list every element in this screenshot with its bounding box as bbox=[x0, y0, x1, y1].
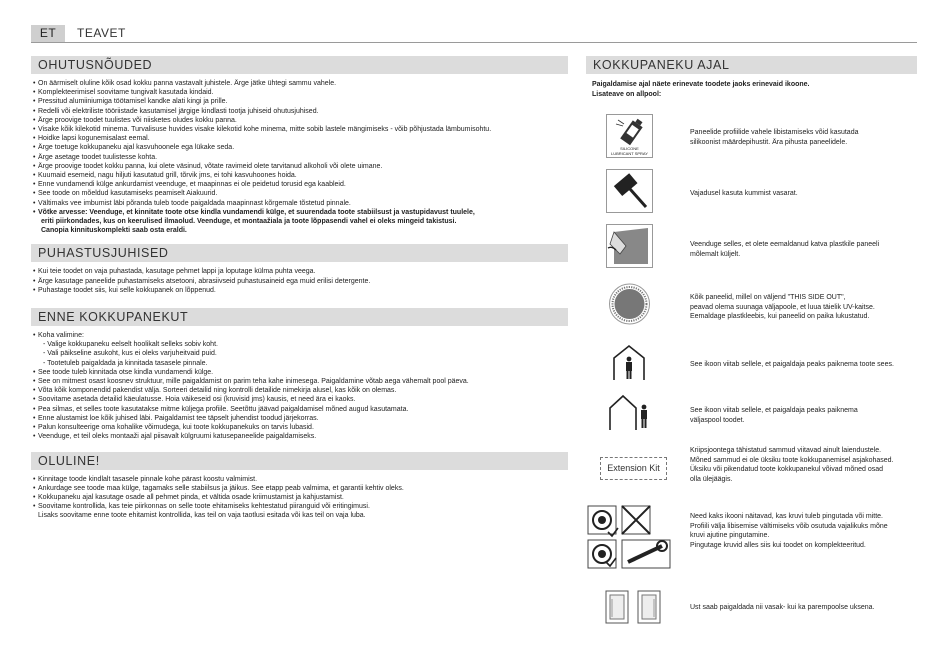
before-assembly-list bbox=[33, 331, 568, 441]
intro-line-2: Lisateave on allpool: bbox=[592, 90, 662, 98]
list-item: • See toode on mõeldud kasutamiseks peamiselt Aiakuurid. bbox=[33, 189, 568, 198]
list-item: • Koha valimine: bbox=[33, 331, 568, 340]
text-line: silikoonist määrdepihustit. Ära pihusta paneelidele. bbox=[690, 138, 848, 146]
left-column bbox=[31, 56, 568, 521]
mallet-text bbox=[690, 189, 798, 199]
text-line: kruvi ajutine pingutamine. bbox=[690, 532, 770, 539]
icon-row-kit bbox=[586, 446, 917, 494]
text-line: Need kaks ikooni näitavad, kas kruvi tuleb pingutada või mitte. bbox=[690, 513, 883, 520]
list-item: • Võta kõik komponendid pakendist välja. Sorteeri detailid ning kontrolli detailide nimekirja alusel, kas kõik on olemas. bbox=[33, 386, 568, 395]
text-line: Pingutage kruvid alles siis kui toodet on komplekteeritud. bbox=[690, 541, 866, 549]
text-line: Kriipsjoontega tähistatud sammud viitavad ainult laiendustele. bbox=[690, 447, 882, 454]
screws-text bbox=[690, 512, 888, 550]
list-item: • See on mitmest osast koosnev struktuur, mille paigaldamist on parim teha kahe inimesega. Paigaldamine võtab aega vähemalt pool päeva. bbox=[33, 377, 568, 386]
screw-check-icon bbox=[586, 504, 674, 570]
sub-item: - Tootetuleb paigaldada ja kinnitada tasasele pinnale. bbox=[43, 359, 208, 367]
text-line: olla ülejäägis. bbox=[690, 475, 733, 483]
silicone-label-2: LUBRICANT SPRAY bbox=[611, 151, 648, 156]
header-title: TEAVET bbox=[77, 26, 126, 40]
list-item: • Soovitame kontrollida, kas teie piirkonnas on selle toote ehitamiseks kehtestatud piiranguid või eritingimusi. bbox=[33, 502, 568, 511]
list-item: • See toode tuleb kinnitada otse kindla vundamendi külge. bbox=[33, 368, 568, 377]
sub-item: - Vali päikseline asukoht, kus ei oleks varjuheitvaid puid. bbox=[43, 350, 217, 358]
list-item: • Kui teie toodet on vaja puhastada, kasutage pehmet lappi ja loputage külma puhta veega. bbox=[33, 267, 568, 276]
text-line: Ust saab paigaldada nii vasak- kui ka parempoolse uksena. bbox=[690, 604, 875, 611]
cleaning-heading: PUHASTUSJUHISED bbox=[31, 244, 568, 262]
intro-line-1: Paigaldamise ajal näete erinevate toodete jaoks erinevaid ikoone. bbox=[592, 81, 810, 88]
list-item: • Kokkupaneku ajal kasutage osade all pehmet pinda, et vältida osade kriimustamist ja kahjustamist. bbox=[33, 493, 568, 502]
text-line: See ikoon viitab sellele, et paigaldaja peaks paiknema toote sees. bbox=[690, 361, 894, 368]
film-text bbox=[690, 240, 879, 259]
silicone-spray-icon bbox=[606, 114, 653, 158]
list-item: • Ärge proovige toodet tuulistes või niisketes oludes kokku panna. bbox=[33, 116, 568, 125]
warning-line-2: eriti piirkondades, kus on keerulised ilmaolud. Veenduge, et montaažiala ja toote lõppasendi vahel ei oleks mingeid takistusi. bbox=[41, 218, 457, 226]
list-item: • Palun konsulteerige oma kohalike võimudega, kui toote kokkupanekuks on tarvis lubasid. bbox=[33, 423, 568, 432]
text-line: Paneelide profiilide vahele libistamiseks võid kasutada bbox=[690, 129, 859, 136]
doors-text bbox=[690, 603, 874, 613]
person-inside-icon bbox=[606, 340, 653, 384]
kit-text bbox=[690, 446, 894, 484]
text-line: See ikoon viitab sellele, et paigaldaja peaks paiknema bbox=[690, 407, 858, 414]
list-item: • Puhastage toodet siis, kui selle kokkupanek on lõppenud. bbox=[33, 286, 568, 295]
icon-row-film bbox=[586, 224, 917, 272]
intro-text bbox=[592, 80, 917, 99]
peel-film-icon bbox=[606, 224, 653, 268]
list-item: • Ankurdage see toode maa külge, tagamaks selle stabiilsus ja jäikus. See etapp peab valmima, et garantii kehtiv oleks. bbox=[33, 484, 568, 493]
list-item: • Veenduge, et teil oleks montaaži ajal piisavalt külgruumi katusepaneelide paigaldamiseks. bbox=[33, 432, 568, 441]
list-item: • Pressitud alumiiniumiga töötamisel kandke alati kingi ja prille. bbox=[33, 97, 568, 106]
list-item: • Redelli või elektriliste tööriistade kasutamisel järgige kindlasti tootja juhiseid ohutusjuhised. bbox=[33, 107, 568, 116]
text-line: Üksiku või pikendatud toote kokkupanekul võivad mõned osad bbox=[690, 466, 884, 473]
text-line: Kõik paneelid, millel on väljend "THIS SIDE OUT", bbox=[690, 294, 846, 301]
sun-text bbox=[690, 293, 875, 322]
list-item: • Hoidke lapsi kogunemisalast eemal. bbox=[33, 134, 568, 143]
icon-row-inside bbox=[586, 340, 917, 388]
icon-row-screws bbox=[586, 502, 917, 572]
right-column bbox=[586, 56, 917, 611]
list-item: • Kinnitage toode kindlalt tasasele pinnale kohe pärast koostu valmimist. bbox=[33, 475, 568, 484]
page-header bbox=[31, 25, 917, 43]
cleaning-list bbox=[33, 267, 568, 295]
text-line: Veenduge selles, et olete eemaldanud katva plastkile paneeli bbox=[690, 241, 880, 248]
sun-icon bbox=[606, 282, 653, 326]
outside-text bbox=[690, 406, 858, 425]
before-assembly-heading: ENNE KOKKUPANEKUT bbox=[31, 308, 568, 326]
text-line: Profiili välja libisemise vältimiseks võib osutuda vajalikuks mõne bbox=[690, 522, 888, 530]
list-item: Lisaks soovitame enne toote ehitamist kontrollida, kas teil on vaja taotlusi esitada või kas teil on vaja luba. bbox=[38, 512, 366, 520]
silicone-text bbox=[690, 128, 859, 147]
text-line: peavad olema suunaga väljapoole, et luua täielik UV-kaitse. bbox=[690, 303, 875, 311]
silicone-label-1: SILICONE bbox=[620, 146, 639, 151]
text-line: Vajadusel kasuta kummist vasarat. bbox=[690, 190, 798, 197]
list-item: • Pea silmas, et selles toote kasutatakse mitme küljega profiile. Seetõttu jäävad paigaldamisel mõned augud kasutamata. bbox=[33, 405, 568, 414]
important-list bbox=[33, 475, 568, 521]
inside-text bbox=[690, 360, 894, 370]
icon-row-silicone bbox=[586, 114, 917, 162]
list-item: • Enne vundamendi külge ankurdamist veenduge, et maapinnas ei ole peidetud torusid ega kaableid. bbox=[33, 180, 568, 189]
language-badge: ET bbox=[31, 25, 65, 42]
warning-line-3: Canopia kinnituskomplekti saab osta eraldi. bbox=[41, 227, 187, 235]
list-item: • Soovitame asetada detailid käeulatusse. Hoia väikeseid osi (kruvisid jms) kausis, et need ära ei kaoks. bbox=[33, 395, 568, 404]
important-heading: OLULINE! bbox=[31, 452, 568, 470]
text-line: Eemaldage plastkleebis, kui paneelid on paika lukustatud. bbox=[690, 313, 870, 320]
icon-row-mallet bbox=[586, 169, 917, 217]
during-assembly-heading: KOKKUPANEKU AJAL bbox=[586, 56, 917, 74]
rubber-mallet-icon bbox=[606, 169, 653, 213]
list-item: • Ärge asetage toodet tuulistesse kohta. bbox=[33, 153, 568, 162]
list-item: • Kuumaid esemeid, nagu hiljuti kasutatud grill, tõrvik jms, ei tohi kasvuhoones hoida. bbox=[33, 171, 568, 180]
text-line: väljaspool toodet. bbox=[690, 416, 745, 424]
list-item: • Ärge toetuge kokkupaneku ajal kasvuhoonele ega lükake seda. bbox=[33, 143, 568, 152]
extension-kit-icon: Extension Kit bbox=[600, 457, 667, 480]
icon-row-outside bbox=[586, 390, 917, 438]
text-line: mõlemalt küljelt. bbox=[690, 250, 741, 258]
icon-row-sun bbox=[586, 282, 917, 330]
warning-item bbox=[33, 208, 568, 236]
person-outside-icon bbox=[606, 390, 653, 434]
icon-row-doors bbox=[586, 583, 917, 631]
list-item: • Enne alustamist loe kõik juhised läbi. Paigaldamist tee täpselt juhendist toodud järjekorras. bbox=[33, 414, 568, 423]
list-item: • Ärge proovige toodet kokku panna, kui olete väsinud, võtate ravimeid olete tarvitanud alkoholi või olete uimane. bbox=[33, 162, 568, 171]
safety-heading: OHUTUSNÕUDED bbox=[31, 56, 568, 74]
list-item: • Ärge kasutage paneelide puhastamiseks atsetooni, abrasiivseid puhastusaineid ega muid erilisi detergente. bbox=[33, 277, 568, 286]
list-item: • Visake kõik kilekotid minema. Turvalisuse huvides visake kilekotid kohe minema, mitte sobib lastele mängimiseks - võib põhjustada lämbumisohtu. bbox=[33, 125, 568, 134]
list-item: • Komplekteerimisel soovitame tungivalt kasutada kindaid. bbox=[33, 88, 568, 97]
warning-line-1: Võtke arvesse: Veenduge, et kinnitate toote otse kindla vundamendi külge, et suurendada toote stabiilsust ja vastupidavust tuulele, bbox=[38, 208, 475, 216]
text-line: Mõned sammud ei ole üksiku toote kokkupanemisel asjakohased. bbox=[690, 456, 894, 464]
sub-item: - Valige kokkupaneku eelselt hoolikalt selleks sobiv koht. bbox=[43, 341, 218, 349]
safety-list bbox=[33, 79, 568, 235]
list-item: • Vältimaks vee imbumist läbi põranda tuleb toode paigaldada maapinnast kõrgemale tõstetud pinnale. bbox=[33, 199, 568, 208]
list-item: • On äärmiselt oluline kõik osad kokku panna vastavalt juhistele. Ärge jätke ühtegi sammu vahele. bbox=[33, 79, 568, 88]
door-side-icon bbox=[604, 587, 662, 627]
